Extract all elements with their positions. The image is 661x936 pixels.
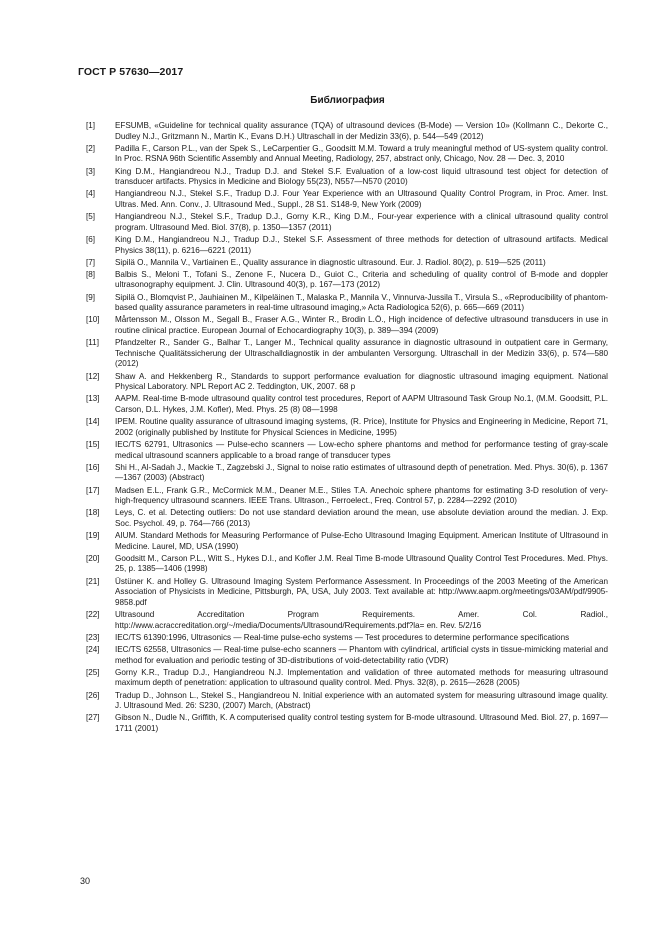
reference-number: [24] bbox=[86, 644, 100, 654]
reference-number: [9] bbox=[86, 292, 96, 302]
reference-number: [25] bbox=[86, 667, 100, 677]
reference-number: [13] bbox=[86, 394, 100, 404]
reference-number: [17] bbox=[86, 485, 100, 495]
reference-text: Hangiandreou N.J., Stekel S.F., Tradup D.J., Gorny K.R., King D.M., Four-year experience with a clinical ultrasound quality control program. Ultrasound Med. Biol. 37(8), p. 1350—1357 (2011) bbox=[115, 212, 608, 232]
reference-item bbox=[78, 121, 608, 142]
reference-item bbox=[78, 577, 608, 609]
reference-item bbox=[78, 645, 608, 666]
document-code: ГОСТ Р 57630—2017 bbox=[78, 66, 184, 78]
reference-text: Padilla F., Carson P.L., van der Spek S., LeCarpentier G., Goodsitt M.M. Toward a truly meaningful method of US-system quality control. In Proc. RSNA 96th Scientific Assembly and Annual Meeting, Radiology, 257, abstract only, Chicago, Nov. 28 — Dec. 3, 2010 bbox=[115, 143, 608, 164]
reference-item bbox=[78, 508, 608, 529]
reference-number: [3] bbox=[86, 166, 96, 176]
reference-number: [19] bbox=[86, 531, 100, 541]
reference-item bbox=[78, 144, 608, 165]
reference-number: [18] bbox=[86, 508, 100, 518]
reference-text: Leys, C. et al. Detecting outliers: Do not use standard deviation around the mean, use absolute deviation around the median. J. Exp. Soc. Psychol. 49, p. 764—766 (2013) bbox=[115, 508, 608, 528]
bibliography-list bbox=[78, 121, 608, 736]
reference-number: [26] bbox=[86, 690, 100, 700]
reference-item bbox=[78, 463, 608, 484]
reference-number: [15] bbox=[86, 439, 100, 449]
reference-number: [8] bbox=[86, 269, 96, 279]
reference-number: [4] bbox=[86, 189, 96, 199]
reference-number: [14] bbox=[86, 417, 100, 427]
reference-number: [12] bbox=[86, 371, 100, 381]
reference-number: [20] bbox=[86, 553, 100, 563]
reference-text: King D.M., Hangiandreou N.J., Tradup D.J. and Stekel S.F. Evaluation of a low-cost liquid ultrasound test object for detection of transducer artifacts. Physics in Medicine and Biology 55(23), N557—N570 (2010) bbox=[115, 166, 608, 187]
reference-item bbox=[78, 610, 608, 631]
reference-text: Goodsitt M., Carson P.L., Witt S., Hykes D.I., and Kofler J.M. Real Time B-mode Ultrasound Quality Control Test Procedures. Med. Phys. 25, p. 1385—1406 (1998) bbox=[115, 553, 608, 574]
section-title: Библиография bbox=[310, 95, 385, 106]
reference-number: [6] bbox=[86, 234, 96, 244]
reference-text: Ultrasound Accreditation Program Requirements. Amer. Col. Radiol., http://www.acraccreditation.org/~/media/Documents/Ultrasound/Requirements.pdf?la= en. Rev. 5/2/16 bbox=[115, 610, 608, 630]
reference-text: Mårtensson M., Olsson M., Segall B., Fraser A.G., Winter R., Brodin L.Ö., High incidence of defective ultrasound transducers in use in routine clinical practice. European Journal of Echocardiography 10(3), p. 389—394 (2009) bbox=[115, 315, 608, 336]
reference-item bbox=[78, 691, 608, 712]
reference-text: AAPM. Real-time B-mode ultrasound quality control test procedures, Report of AAPM Ultrasound Task Group No.1, (M.M. Goodsitt, P.L. Carson, D.L. Hykes, J.M. Kofler), Med. Phys. 25 (8) 08—1998 bbox=[115, 394, 608, 414]
reference-number: [16] bbox=[86, 462, 100, 472]
reference-number: [23] bbox=[86, 632, 100, 642]
reference-item bbox=[78, 235, 608, 256]
reference-number: [22] bbox=[86, 610, 100, 619]
page-number: 30 bbox=[80, 876, 91, 886]
reference-number: [7] bbox=[86, 257, 96, 267]
reference-text: IEC/TS 62791, Ultrasonics — Pulse-echo scanners — Low-echo sphere phantoms and method for performance testing of gray-scale medical ultrasound scanners applicable to a broad range of transducer types bbox=[115, 439, 608, 460]
reference-item bbox=[78, 189, 608, 210]
reference-item bbox=[78, 167, 608, 188]
reference-number: [11] bbox=[86, 338, 99, 348]
reference-item bbox=[78, 554, 608, 575]
reference-text: Hangiandreou N.J., Stekel S.F., Tradup D.J. Four Year Experience with an Ultrasound Quality Control Program, in Proc. Amer. Inst. Ultras. Med. Ann. Conv., J. Ultrasound Med., Suppl., 28 S1. S148-9, New York (2009) bbox=[115, 189, 608, 209]
reference-number: [1] bbox=[86, 121, 96, 130]
reference-text: Pfandzelter R., Sander G., Balhar T., Langer M., Technical quality assurance in diagnostic ultrasound in outpatient care in Germany, Technische Qualitätssicherung der Ultraschalldiagnostik in der ambulanten Versorgung. Ultraschall in der Medizin 33(6), p. 574—580 (2012) bbox=[115, 338, 608, 369]
reference-item bbox=[78, 394, 608, 415]
reference-text: King D.M., Hangiandreou N.J., Tradup D.J., Stekel S.F. Assessment of three methods for detection of ultrasound artifacts. Medical Physics 38(11), p. 6216—6221 (2011) bbox=[115, 234, 608, 255]
reference-number: [10] bbox=[86, 315, 100, 325]
reference-text: Sipilä O., Blomqvist P., Jauhiainen M., Kilpeläinen T., Malaska P., Mannila V., Vinnurva-Jussila T., Virsula S., «Reproducibility of phantom-based quality assurance parameters in real-time ultrasound imaging,» Acta Radiologica 52(6), p. 665—669 (2011) bbox=[115, 292, 608, 313]
reference-text: Sipilä O., Mannila V., Vartiainen E., Quality assurance in diagnostic ultrasound. Eur. J. Radiol. 80(2), p. 519—525 (2011) bbox=[115, 257, 546, 267]
reference-item bbox=[78, 293, 608, 314]
reference-item bbox=[78, 372, 608, 393]
reference-item bbox=[78, 668, 608, 689]
reference-number: [2] bbox=[86, 143, 96, 153]
reference-item bbox=[78, 486, 608, 507]
reference-number: [21] bbox=[86, 576, 100, 586]
reference-item bbox=[78, 531, 608, 552]
reference-text: Gibson N., Dudle N., Griffith, K. A computerised quality control testing system for B-mode ultrasound. Ultrasound Med. Biol. 27, p. 1697—1711 (2001) bbox=[115, 713, 609, 733]
reference-text: IEC/TS 62558, Ultrasonics — Real-time pulse-echo scanners — Phantom with cylindrical, artificial cysts in tissue-mimicking material and method for evaluation and periodic testing of 3D-distributions of void-detectability ratio (VDR) bbox=[115, 644, 608, 665]
reference-item bbox=[78, 270, 608, 291]
reference-item bbox=[78, 633, 608, 644]
reference-text: Madsen E.L., Frank G.R., McCormick M.M., Deaner M.E., Stiles T.A. Anechoic sphere phantoms for estimating 3-D resolution of very-high-frequency ultrasound scanners. IEEE Trans. Ultrason., Ferroelect., Freq. Control 57, p. 2284—2292 (2010) bbox=[115, 485, 608, 506]
reference-text: EFSUMB, «Guideline for technical quality assurance (TQA) of ultrasound devices (B-Mode) — Version 10» (Kollmann C., Dekorte C., Dudley N.J., Gritzmann N., Martin K., Evans D.H.) Ultraschall in der Medizin 33(6), p. 544—549 (2012) bbox=[115, 121, 608, 141]
reference-text: IEC/TS 61390:1996, Ultrasonics — Real-time pulse-echo systems — Test procedures to determine performance specifications bbox=[115, 632, 570, 642]
reference-item bbox=[78, 713, 608, 734]
reference-text: AIUM. Standard Methods for Measuring Performance of Pulse-Echo Ultrasound Imaging Equipment. American Institute of Ultrasound in Medicine. Laurel, MD, USA (1990) bbox=[115, 531, 608, 551]
reference-text: Balbis S., Meloni T., Tofani S., Zenone F., Nucera D., Guiot C., Criteria and scheduling of quality control of B-mode and doppler ultrasonography equipment. J. Clin. Ultrasound 40(3), p. 167—173 (2012) bbox=[115, 269, 608, 290]
reference-number: [5] bbox=[86, 212, 96, 222]
reference-item bbox=[78, 315, 608, 336]
reference-item bbox=[78, 338, 608, 370]
reference-text: Tradup D., Johnson L., Stekel S., Hangiandreou N. Initial experience with an automated system for measuring ultrasound image quality. J. Ultrasound Med. 26: S230, (2007) March, (Abstract) bbox=[115, 690, 608, 711]
reference-item bbox=[78, 258, 608, 269]
reference-text: IPEM. Routine quality assurance of ultrasound imaging systems, (R. Price), Institute for Physics and Engineering in Medicine, Report 71, 2002 (originally published by Institute for Physical Sciences in Medicine, 1995) bbox=[115, 417, 608, 437]
reference-item bbox=[78, 440, 608, 461]
reference-item bbox=[78, 417, 608, 438]
reference-number: [27] bbox=[86, 713, 100, 723]
reference-text: Shaw A. and Hekkenberg R., Standards to support performance evaluation for diagnostic ultrasound imaging equipment. National Physical Laboratory. NPL Report AC 2. Teddington, UK, 2007. 68 p bbox=[115, 371, 608, 392]
reference-text: Üstüner K. and Holley G. Ultrasound Imaging System Performance Assessment. In Proceedings of the 2003 Meeting of the American Association of Physicists in Medicine, Pittsburgh, PA, USA, July 2003. Text available at: http://www.aapm.org/meetings/03AM/pdf/9905-9858.pdf bbox=[115, 576, 608, 607]
reference-item bbox=[78, 212, 608, 233]
reference-text: Shi H., Al-Sadah J., Mackie T., Zagzebski J., Signal to noise ratio estimates of ultrasound depth of penetration. Med. Phys. 30(6), p. 1367—1367 (2003) (Abstract) bbox=[115, 462, 608, 483]
reference-text: Gorny K.R., Tradup D.J., Hangiandreou N.J. Implementation and validation of three automated methods for measuring ultrasound maximum depth of penetration: application to ultrasound quality control. Med. Phys. 32(8), p. 2615—2628 (2005) bbox=[115, 667, 608, 688]
